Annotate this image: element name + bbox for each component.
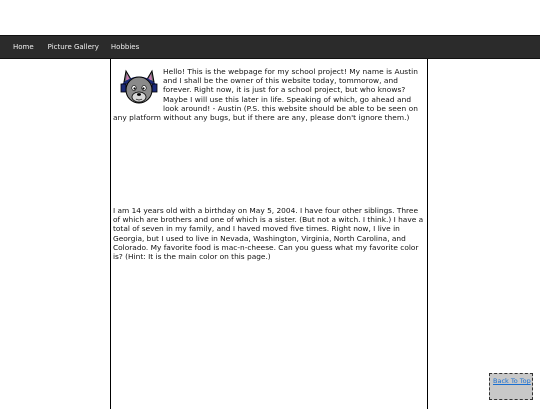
intro-paragraph	[113, 67, 426, 122]
bio-text: I am 14 years old with a birthday on May 5, 2004. I have four other siblings. Three of which are brothers and one of which is a sister. (But not a witch. I think.) I have a total of seven in my family, and I haved moved five times. Right now, I live in Georgia, but I used to live in Nevada, Washington, Virginia, North Carolina, and Colorado. My favorite food is mac-n-cheese. Can you guess what my favorite color is? (Hint: It is the main color on this page.)	[113, 206, 424, 262]
nav-hobbies-link[interactable]: Hobbies	[110, 43, 140, 51]
nav-home-link[interactable]: Home	[13, 43, 34, 51]
nav-picture-gallery-link[interactable]: Picture Gallery	[47, 43, 99, 51]
avatar-float-spacer	[113, 67, 163, 111]
bio-paragraph	[113, 206, 426, 261]
top-navigation-bar	[0, 35, 540, 59]
main-content-column	[110, 59, 428, 409]
main-nav	[0, 36, 139, 58]
intro-text: Hello! This is the webpage for my school project! My name is Austin and I shall be the owner of this website today, tommorow, and forever. Right now, it is just for a school project, but who knows? Maybe I will use this later in life. Speaking of which, go ahead and look around! - Austin (P.S. this website should be able to be seen on any platform without any bugs, but if there are any, please don't ignore them.)	[113, 67, 418, 123]
back-to-top-button[interactable]: Back To Top	[489, 373, 533, 400]
